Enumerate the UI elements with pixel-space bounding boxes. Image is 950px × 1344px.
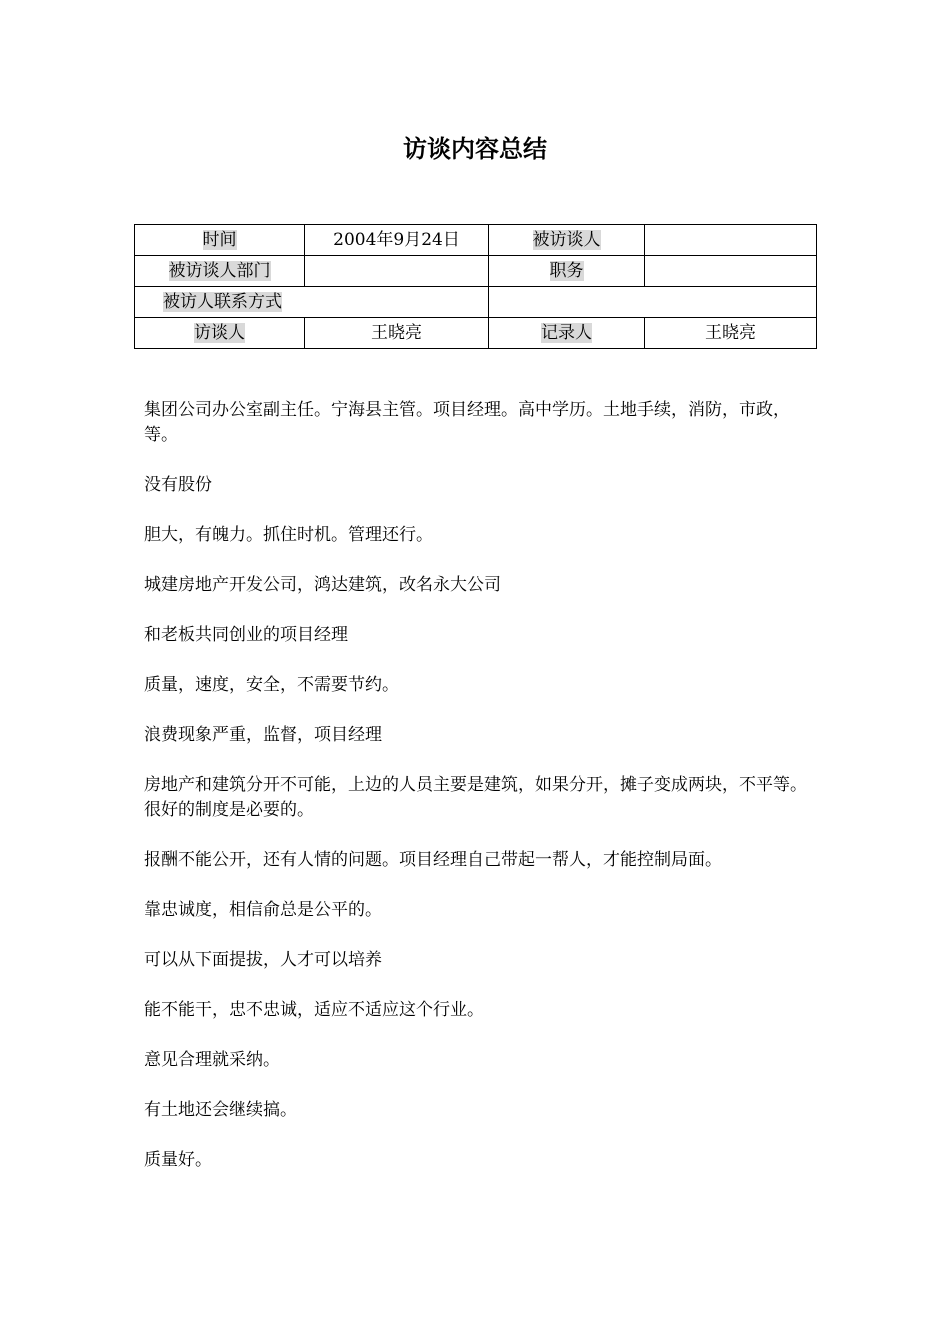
interviewee-value-cell	[645, 225, 817, 256]
paragraph: 有土地还会继续搞。	[144, 1100, 297, 1120]
paragraph: 质量好。	[144, 1150, 212, 1170]
recorder-label: 记录人	[541, 323, 592, 343]
paragraph: 质量，速度，安全，不需要节约。	[144, 675, 399, 695]
recorder-value-cell: 王晓亮	[645, 318, 817, 349]
interviewer-label: 访谈人	[194, 323, 245, 343]
time-label-cell	[135, 225, 305, 256]
interview-notes	[144, 398, 820, 1198]
paragraph: 集团公司办公室副主任。宁海县主管。项目经理。高中学历。土地手续，消防，市政，等。	[144, 400, 790, 445]
paragraph: 靠忠诚度，相信俞总是公平的。	[144, 900, 382, 920]
paragraph: 房地产和建筑分开不可能，上边的人员主要是建筑，如果分开，摊子变成两块，不平等。很好的制度是必要的。	[144, 775, 807, 820]
paragraph: 意见合理就采纳。	[144, 1050, 280, 1070]
contact-label: 被访人联系方式	[163, 292, 282, 312]
paragraph: 城建房地产开发公司，鸿达建筑，改名永大公司	[144, 575, 501, 595]
table-row	[135, 287, 817, 318]
contact-value-cell	[489, 287, 817, 318]
time-label: 时间	[202, 230, 237, 250]
table-row	[135, 225, 817, 256]
position-label-cell	[489, 256, 645, 287]
paragraph: 报酬不能公开，还有人情的问题。项目经理自己带起一帮人，才能控制局面。	[144, 850, 722, 870]
contact-label-cell	[135, 287, 489, 318]
time-value-cell: 2004年9月24日	[305, 225, 489, 256]
table-row	[135, 318, 817, 349]
interviewer-value-cell: 王晓亮	[305, 318, 489, 349]
paragraph: 胆大，有魄力。抓住时机。管理还行。	[144, 525, 433, 545]
interviewee-label-cell	[489, 225, 645, 256]
dept-value-cell	[305, 256, 489, 287]
paragraph: 能不能干，忠不忠诚，适应不适应这个行业。	[144, 1000, 484, 1020]
dept-label: 被访谈人部门	[168, 261, 271, 281]
paragraph: 浪费现象严重，监督，项目经理	[144, 725, 382, 745]
dept-label-cell	[135, 256, 305, 287]
paragraph: 可以从下面提拔，人才可以培养	[144, 950, 382, 970]
paragraph: 和老板共同创业的项目经理	[144, 625, 348, 645]
table-row	[135, 256, 817, 287]
recorder-label-cell	[489, 318, 645, 349]
position-value-cell	[645, 256, 817, 287]
interviewer-label-cell	[135, 318, 305, 349]
paragraph: 没有股份	[144, 475, 212, 495]
interviewee-label: 被访谈人	[532, 230, 601, 250]
page-title: 访谈内容总结	[403, 134, 547, 163]
position-label: 职务	[549, 261, 584, 281]
info-table	[134, 224, 817, 349]
